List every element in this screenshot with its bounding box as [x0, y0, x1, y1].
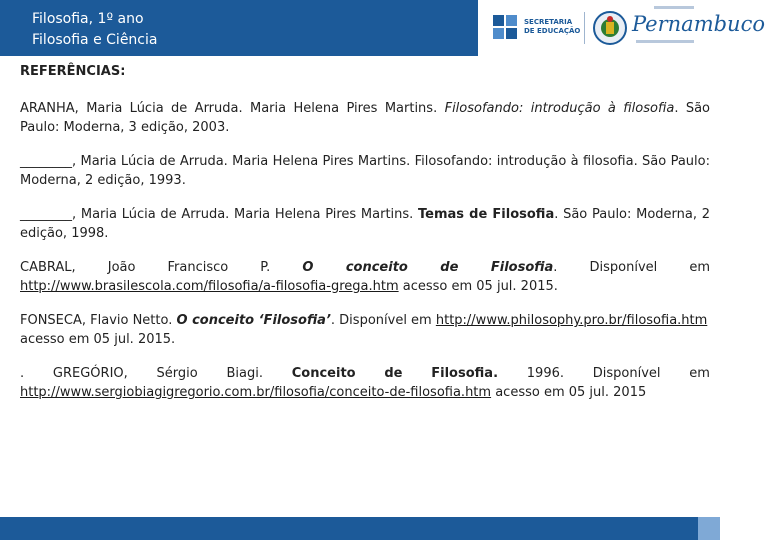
ref-details: . São Paulo: Moderna, 2 edição, 1993. — [20, 154, 710, 188]
subject-line: Filosofia, 1º ano — [32, 11, 144, 27]
ref-link[interactable]: http://www.sergiobiagigregorio.com.br/filosofia/conceito-de-filosofia.htm — [20, 385, 492, 400]
ref-details: . São Paulo: Moderna, 3 edição, 2003. — [20, 101, 710, 135]
topic-line: Filosofia e Ciência — [32, 32, 158, 48]
ref-title: O conceito ‘Filosofia’ — [176, 313, 331, 328]
secretaria-label — [524, 18, 580, 36]
ref-title: Filosofando: introdução à filosofia — [414, 154, 634, 169]
secretaria-line2: DE EDUCAÇÃO — [524, 27, 581, 35]
ref-author: ________, Maria Lúcia de Arruda. Maria Helena Pires Martins. — [20, 207, 419, 222]
footer-accent-band — [698, 517, 720, 540]
ref-author: ________, Maria Lúcia de Arruda. Maria Helena Pires Martins. — [20, 154, 415, 169]
ref-available: . Disponível em — [330, 313, 436, 328]
ref-word: Sérgio — [156, 366, 198, 381]
state-seal-icon — [592, 10, 628, 46]
ref-word: Biagi. — [226, 366, 263, 381]
ref-access: acesso em 05 jul. 2015. — [20, 332, 176, 347]
ref-author: FONSECA, Flavio Netto. — [20, 313, 177, 328]
footer-bar — [0, 517, 720, 540]
ref-word: 1996. — [526, 366, 564, 381]
ref-word: em — [689, 366, 710, 381]
ref-author: ARANHA, Maria Lúcia de Arruda. Maria Helena Pires Martins. — [20, 101, 445, 116]
ref-available: . Disponível em — [553, 260, 710, 275]
references-section — [20, 62, 710, 417]
ref-title-word: de — [384, 366, 403, 381]
logos — [486, 4, 765, 52]
ref-details: . São Paulo: Moderna, 2 edição, 1998. — [20, 207, 710, 241]
ref-title: Filosofando: introdução à filosofia — [444, 101, 675, 116]
logo-separator — [584, 12, 585, 44]
reference-item — [20, 99, 710, 137]
ref-access: acesso em 05 jul. 2015. — [398, 279, 558, 294]
header-band — [0, 0, 478, 56]
ref-title: O conceito de Filosofia — [302, 260, 554, 275]
ref-title-word: Conceito — [291, 366, 356, 381]
state-caption-bottom — [636, 40, 694, 43]
references-heading: REFERÊNCIAS: — [20, 64, 126, 79]
reference-item — [20, 311, 710, 349]
reference-item — [20, 152, 710, 190]
ref-link[interactable]: http://www.brasilescola.com/filosofia/a-filosofia-grega.htm — [20, 279, 399, 294]
ref-title: Temas de Filosofia — [418, 207, 555, 222]
ref-first-line — [20, 364, 710, 383]
reference-item — [20, 364, 710, 402]
ref-word: Disponível — [592, 366, 661, 381]
ref-access: acesso em 05 jul. 2015 — [491, 385, 647, 400]
header-title — [32, 9, 157, 51]
ref-author: CABRAL, João Francisco P. — [20, 260, 303, 275]
footer-main-band — [0, 517, 698, 540]
ref-link[interactable]: http://www.philosophy.pro.br/filosofia.htm — [435, 313, 708, 328]
secretaria-line1: SECRETARIA — [524, 18, 573, 26]
secretaria-logo-icon — [492, 14, 518, 40]
header — [0, 0, 765, 56]
ref-word: . — [20, 366, 25, 381]
reference-item — [20, 258, 710, 296]
ref-title-word: Filosofia. — [431, 366, 499, 381]
state-wordmark: Pernambuco — [632, 12, 765, 36]
reference-item — [20, 205, 710, 243]
state-caption-top — [654, 6, 694, 9]
ref-word: GREGÓRIO, — [52, 366, 128, 381]
